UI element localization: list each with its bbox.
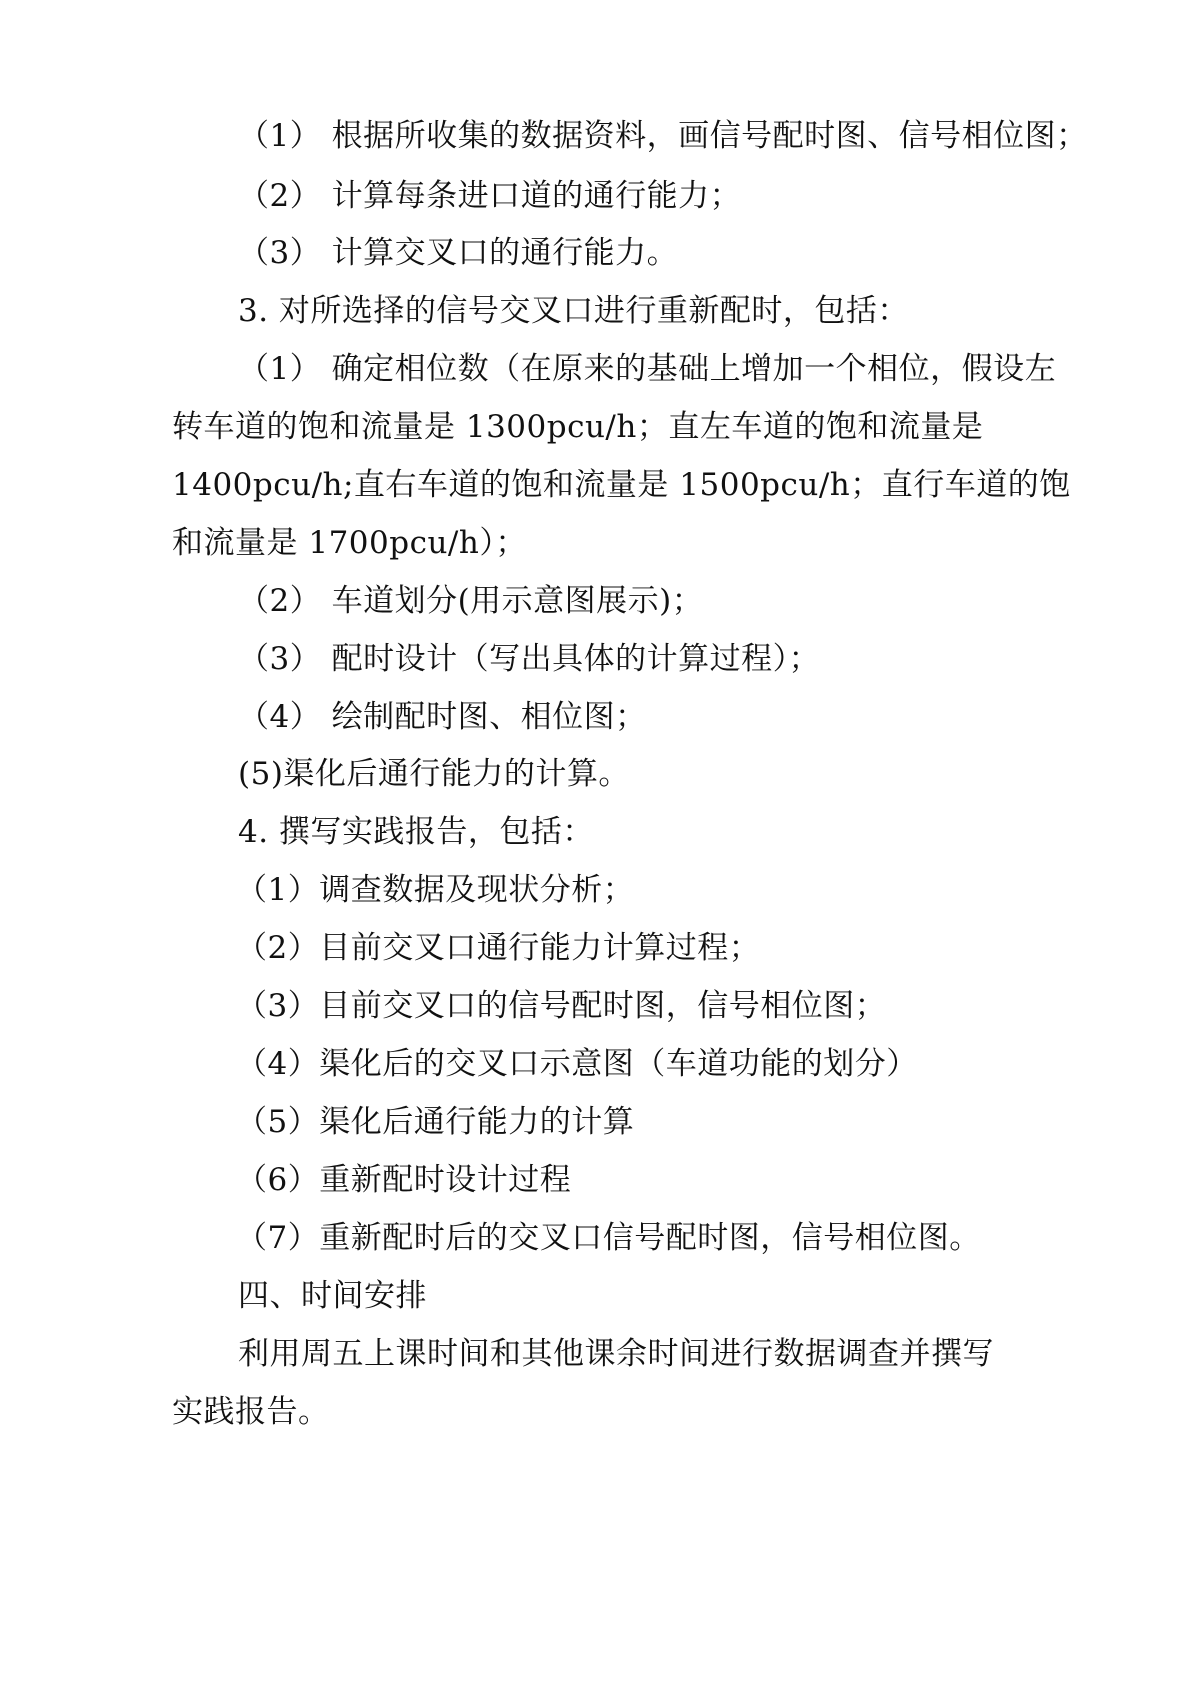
- report-item-3: （3）目前交叉口的信号配时图，信号相位图；: [236, 988, 887, 1024]
- step2-item-1: （1） 根据所收集的数据资料，画信号配时图、信号相位图；: [238, 118, 1088, 154]
- report-item-4: （4）渠化后的交叉口示意图（车道功能的划分）: [236, 1046, 918, 1082]
- section-3-heading: 3. 对所选择的信号交叉口进行重新配时，包括：: [238, 293, 909, 329]
- section-4-heading: 4. 撰写实践报告，包括：: [238, 814, 594, 850]
- step3-item-3: （3） 配时设计（写出具体的计算过程）；: [238, 641, 821, 677]
- schedule-heading: 四、时间安排: [238, 1278, 427, 1314]
- step3-item-1-line-2: 转车道的饱和流量是 1300pcu/h；直左车道的饱和流量是: [172, 409, 984, 445]
- step3-item-4: （4） 绘制配时图、相位图；: [238, 699, 647, 735]
- step2-item-3: （3） 计算交叉口的通行能力。: [238, 235, 679, 271]
- report-item-2: （2）目前交叉口通行能力计算过程；: [236, 930, 761, 966]
- report-item-7: （7）重新配时后的交叉口信号配时图，信号相位图。: [236, 1220, 981, 1256]
- step3-item-2: （2） 车道划分(用示意图展示)；: [238, 583, 704, 619]
- step3-item-5: (5)渠化后通行能力的计算。: [238, 756, 630, 792]
- schedule-text-line-1: 利用周五上课时间和其他课余时间进行数据调查并撰写: [238, 1336, 994, 1372]
- schedule-text-line-2: 实践报告。: [172, 1394, 330, 1430]
- step3-item-1-line-3: 1400pcu/h;直右车道的饱和流量是 1500pcu/h；直行车道的饱: [172, 467, 1071, 503]
- step2-item-2: （2） 计算每条进口道的通行能力；: [238, 178, 742, 214]
- step3-item-1-line-4: 和流量是 1700pcu/h）；: [172, 525, 527, 561]
- report-item-1: （1）调查数据及现状分析；: [236, 872, 635, 908]
- report-item-5: （5）渠化后通行能力的计算: [236, 1104, 635, 1140]
- step3-item-1-line-1: （1） 确定相位数（在原来的基础上增加一个相位，假设左: [238, 351, 1057, 387]
- report-item-6: （6）重新配时设计过程: [236, 1162, 572, 1198]
